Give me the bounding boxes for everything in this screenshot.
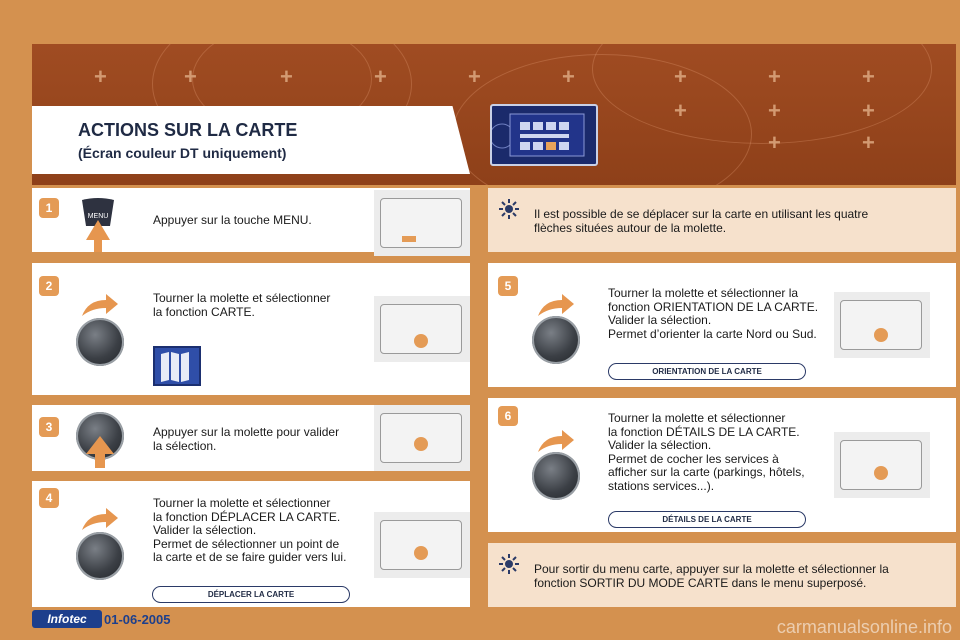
map-function-icon [153, 346, 201, 386]
radio-panel-image [834, 292, 930, 358]
deplacer-carte-pill: DÉPLACER LA CARTE [152, 586, 350, 603]
press-arrow-icon [86, 436, 114, 468]
lightbulb-icon [498, 553, 520, 575]
cross-mark-icon: + [768, 130, 781, 155]
page-subtitle: (Écran couleur DT uniquement) [78, 145, 287, 161]
tip-2-text: Pour sortir du menu carte, appuyer sur la molette et sélectionner la fonction SORTIR DU MODE CARTE dans le menu superposé. [534, 562, 889, 590]
radio-panel-image [834, 432, 930, 498]
cross-mark-icon: + [674, 98, 687, 123]
cross-mark-icon: + [562, 64, 575, 89]
footer-date: 01-06-2005 [104, 612, 171, 627]
step-1-text: Appuyer sur la touche MENU. [153, 213, 312, 227]
step-number: 3 [39, 417, 59, 437]
knob-icon [76, 318, 124, 366]
cross-mark-icon: + [862, 98, 875, 123]
cross-mark-icon: + [768, 98, 781, 123]
cross-mark-icon: + [374, 64, 387, 89]
knob-icon [532, 452, 580, 500]
details-carte-pill: DÉTAILS DE LA CARTE [608, 511, 806, 528]
cross-mark-icon: + [184, 64, 197, 89]
step-4-text: Tourner la molette et sélectionner la fonction DÉPLACER LA CARTE. Valider la sélection. Permet de sélectionner un point de la carte et de se faire guider vers lui. [153, 496, 347, 564]
cross-mark-icon: + [862, 64, 875, 89]
cross-mark-icon: + [94, 64, 107, 89]
step-6-text: Tourner la molette et sélectionner la fonction DÉTAILS DE LA CARTE. Valider la sélection. Permet de cocher les services à afficher sur la carte (parkings, hôtels, stations services...). [608, 411, 805, 493]
rotate-arrow-icon [536, 292, 576, 318]
watermark: carmanualsonline.info [776, 617, 952, 637]
step-3-text: Appuyer sur la molette pour valider la sélection. [153, 425, 340, 453]
radio-panel-image [374, 190, 470, 256]
screen-thumbnail [490, 104, 598, 166]
step-number: 1 [39, 198, 59, 218]
lightbulb-icon [498, 198, 520, 220]
cross-mark-icon: + [768, 64, 781, 89]
radio-panel-image [374, 296, 470, 362]
tip-1-text: Il est possible de se déplacer sur la carte en utilisant les quatre flèches situées autour de la molette. [534, 207, 869, 235]
infotec-logo: Infotec [32, 610, 102, 628]
rotate-arrow-icon [80, 292, 120, 318]
orientation-carte-pill: ORIENTATION DE LA CARTE [608, 363, 806, 380]
step-2-text: Tourner la molette et sélectionner la fonction CARTE. [153, 291, 331, 319]
menu-button-icon [80, 196, 116, 252]
step-number: 6 [498, 406, 518, 426]
step-number: 2 [39, 276, 59, 296]
page-title: ACTIONS SUR LA CARTE [78, 120, 298, 140]
knob-icon [76, 532, 124, 580]
radio-panel-image [374, 512, 470, 578]
radio-panel-image [374, 405, 470, 471]
cross-mark-icon: + [280, 64, 293, 89]
step-5-text: Tourner la molette et sélectionner la fonction ORIENTATION DE LA CARTE. Valider la sélection. Permet d’orienter la carte Nord ou Sud. [608, 286, 819, 341]
cross-mark-icon: + [862, 130, 875, 155]
rotate-arrow-icon [536, 428, 576, 454]
rotate-arrow-icon [80, 506, 120, 532]
cross-mark-icon: + [468, 64, 481, 89]
step-number: 5 [498, 276, 518, 296]
menu-button-label: MENU [87, 213, 109, 220]
cross-mark-icon: + [674, 64, 687, 89]
knob-icon [532, 316, 580, 364]
step-number: 4 [39, 488, 59, 508]
